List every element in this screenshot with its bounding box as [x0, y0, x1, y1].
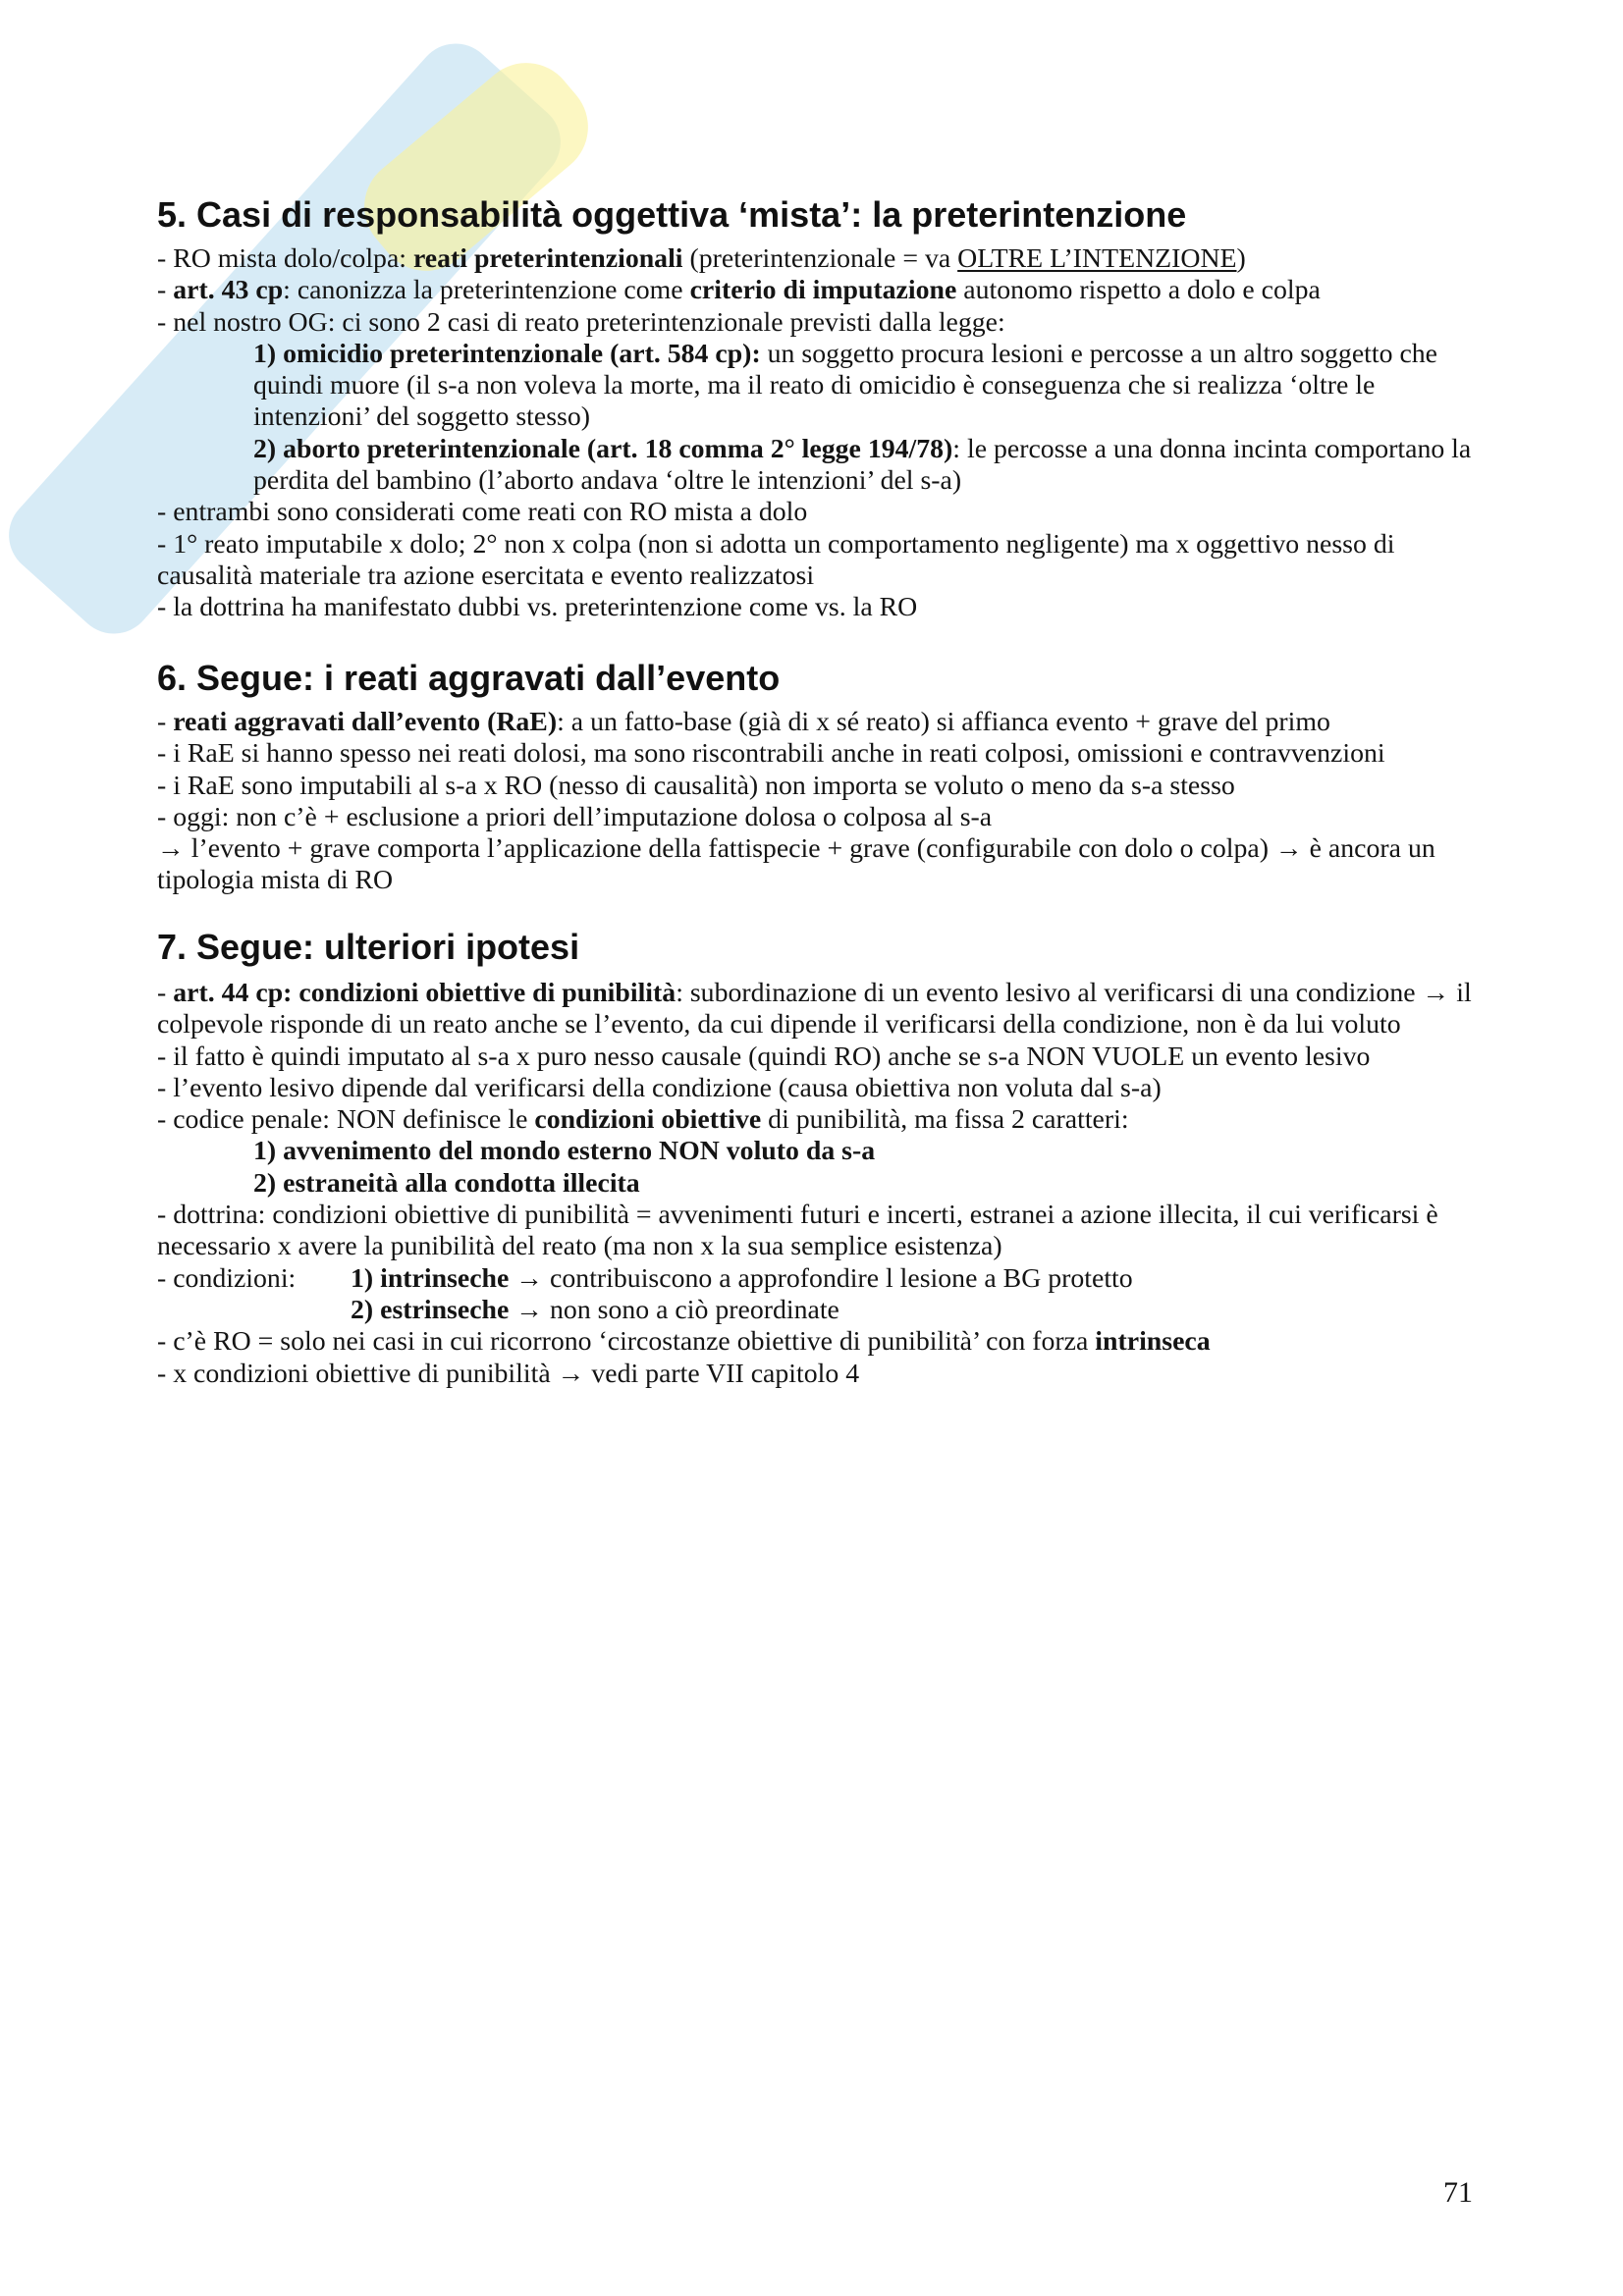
page-number: 71 — [1443, 2176, 1473, 2209]
bold-text-run: 1) omicidio preterintenzionale (art. 584 cp): — [253, 338, 761, 369]
text-run: → contribuiscono a approfondire l lesione a BG protetto — [509, 1262, 1133, 1294]
text-run: - il fatto è quindi imputato al s-a x puro nesso causale (quindi RO) anche se s-a NON VUOLE un evento lesivo — [157, 1041, 1371, 1072]
text-line — [157, 275, 1505, 306]
underlined-text-run: OLTRE L’INTENZIONE — [957, 243, 1237, 274]
text-run: - l’evento lesivo dipende dal verificarsi della condizione (causa obiettiva non voluta dal s-a) — [157, 1072, 1162, 1103]
section-body — [157, 243, 1505, 624]
text-line — [157, 802, 1505, 833]
text-line — [157, 1200, 1505, 1231]
text-line — [157, 497, 1505, 528]
text-run: - RO mista dolo/colpa: — [157, 243, 413, 274]
text-run: → non sono a ciò preordinate — [509, 1294, 839, 1325]
text-run: - c’è RO = solo nei casi in cui ricorrono ‘circostanze obiettive di punibilità’ con forza — [157, 1326, 1096, 1358]
bold-text-run: art. 43 cp — [173, 275, 284, 306]
text-run: - nel nostro OG: ci sono 2 casi di reato preterintenzionale previsti dalla legge: — [157, 306, 1005, 338]
text-line — [157, 339, 1505, 370]
text-run: un soggetto procura lesioni e percosse a un altro soggetto che — [760, 338, 1438, 369]
bold-text-run: criterio di imputazione — [689, 275, 957, 306]
text-line — [157, 833, 1505, 865]
text-line — [157, 1041, 1505, 1073]
text-run: - la dottrina ha manifestato dubbi vs. preterintenzione come vs. la RO — [157, 592, 918, 623]
text-line — [157, 1104, 1505, 1136]
text-run: intenzioni’ del soggetto stesso) — [253, 401, 591, 433]
text-line — [157, 978, 1505, 1009]
text-run: perdita del bambino (l’aborto andava ‘oltre le intenzioni’ del s-a) — [253, 465, 962, 497]
text-run: → l’evento + grave comporta l’applicazione della fattispecie + grave (configurabile con dolo o colpa) → è ancora un — [157, 833, 1435, 865]
text-line — [157, 771, 1505, 802]
bold-text-run: 2) estraneità alla condotta illecita — [253, 1167, 640, 1199]
text-run: necessario x avere la punibilità del reato (ma non x la sua semplice esistenza) — [157, 1231, 1002, 1262]
text-run: : le percosse a una donna incinta comportano la — [952, 433, 1472, 464]
text-run: - oggi: non c’è + esclusione a priori dell’imputazione dolosa o colposa al s-a — [157, 801, 993, 832]
text-line — [157, 707, 1505, 738]
text-line — [157, 1073, 1505, 1104]
text-run: di punibilità, ma fissa 2 caratteri: — [761, 1104, 1129, 1136]
text-run: tipologia mista di RO — [157, 865, 394, 896]
text-line — [157, 1295, 1505, 1326]
text-run: - x condizioni obiettive di punibilità → vedi parte VII capitolo 4 — [157, 1358, 860, 1389]
text-run: : subordinazione di un evento lesivo al verificarsi di una condizione → il — [676, 978, 1472, 1008]
section-heading: 6. Segue: i reati aggravati dall’evento — [157, 658, 781, 698]
text-line — [157, 865, 1505, 896]
text-run: - i RaE sono imputabili al s-a x RO (nesso di causalità) non importa se voluto o meno da s-a stesso — [157, 770, 1235, 801]
text-run: - entrambi sono considerati come reati con RO mista a dolo — [157, 497, 808, 528]
text-run: ) — [1236, 243, 1246, 274]
text-run: - i RaE si hanno spesso nei reati dolosi, ma sono riscontrabili anche in reati colposi, omissioni e contravvenzioni — [157, 738, 1385, 770]
text-line — [157, 1009, 1505, 1041]
text-run: - condizioni: — [157, 1262, 297, 1294]
text-run: - — [157, 275, 174, 306]
text-line — [157, 592, 1505, 623]
text-run: causalità materiale tra azione esercitata e evento realizzatosi — [157, 560, 815, 591]
text-line — [157, 434, 1505, 465]
bold-text-run: 2) estrinseche — [351, 1294, 510, 1325]
text-run: quindi muore (il s-a non voleva la morte, ma il reato di omicidio è conseguenza che si realizza ‘oltre le — [253, 370, 1376, 401]
text-run: : canonizza la preterintenzione come — [283, 275, 690, 306]
text-run: (preterintenzionale = va — [682, 243, 958, 274]
text-line — [157, 243, 1505, 275]
text-line — [157, 307, 1505, 339]
text-run: colpevole risponde di un reato anche se l’evento, da cui dipende il verificarsi della condizione, non è da lui voluto — [157, 1009, 1401, 1041]
bold-text-run: art. 44 cp: condizioni obiettive di punibilità — [173, 978, 676, 1008]
bold-text-run: intrinseca — [1095, 1326, 1211, 1358]
bold-text-run: reati preterintenzionali — [412, 243, 683, 274]
section-heading: 5. Casi di responsabilità oggettiva ‘mista’: la preterintenzione — [157, 194, 1187, 235]
bold-text-run: reati aggravati dall’evento (RaE) — [173, 707, 558, 737]
text-line — [157, 1326, 1505, 1358]
text-line — [157, 1359, 1505, 1390]
text-line — [157, 370, 1505, 401]
text-run: - 1° reato imputabile x dolo; 2° non x colpa (non si adotta un comportamento negligente) ma x oggettivo nesso di — [157, 528, 1395, 560]
text-run: autonomo rispetto a dolo e colpa — [956, 275, 1321, 306]
text-line — [157, 738, 1505, 770]
text-line — [157, 401, 1505, 433]
text-run: : a un fatto-base (già di x sé reato) si affianca evento + grave del primo — [557, 707, 1330, 737]
text-run: - dottrina: condizioni obiettive di punibilità = avvenimenti futuri e incerti, estranei a azione illecita, il cui verificarsi è — [157, 1200, 1438, 1231]
text-run: - — [157, 978, 174, 1008]
bold-text-run: 1) avvenimento del mondo esterno NON voluto da s-a — [253, 1136, 876, 1167]
section-body — [157, 707, 1505, 897]
text-run: - — [157, 707, 174, 737]
text-line — [157, 1136, 1505, 1167]
bold-text-run: 1) intrinseche — [351, 1262, 510, 1294]
section-heading: 7. Segue: ulteriori ipotesi — [157, 927, 580, 967]
text-line — [157, 465, 1505, 497]
text-line — [157, 561, 1505, 592]
section-body — [157, 978, 1505, 1390]
text-line — [157, 1231, 1505, 1262]
text-line — [157, 529, 1505, 561]
text-run: - codice penale: NON definisce le — [157, 1104, 535, 1136]
text-line — [157, 1263, 1505, 1295]
bold-text-run: 2) aborto preterintenzionale (art. 18 comma 2° legge 194/78) — [253, 433, 953, 464]
bold-text-run: condizioni obiettive — [534, 1104, 762, 1136]
text-line — [157, 1168, 1505, 1200]
